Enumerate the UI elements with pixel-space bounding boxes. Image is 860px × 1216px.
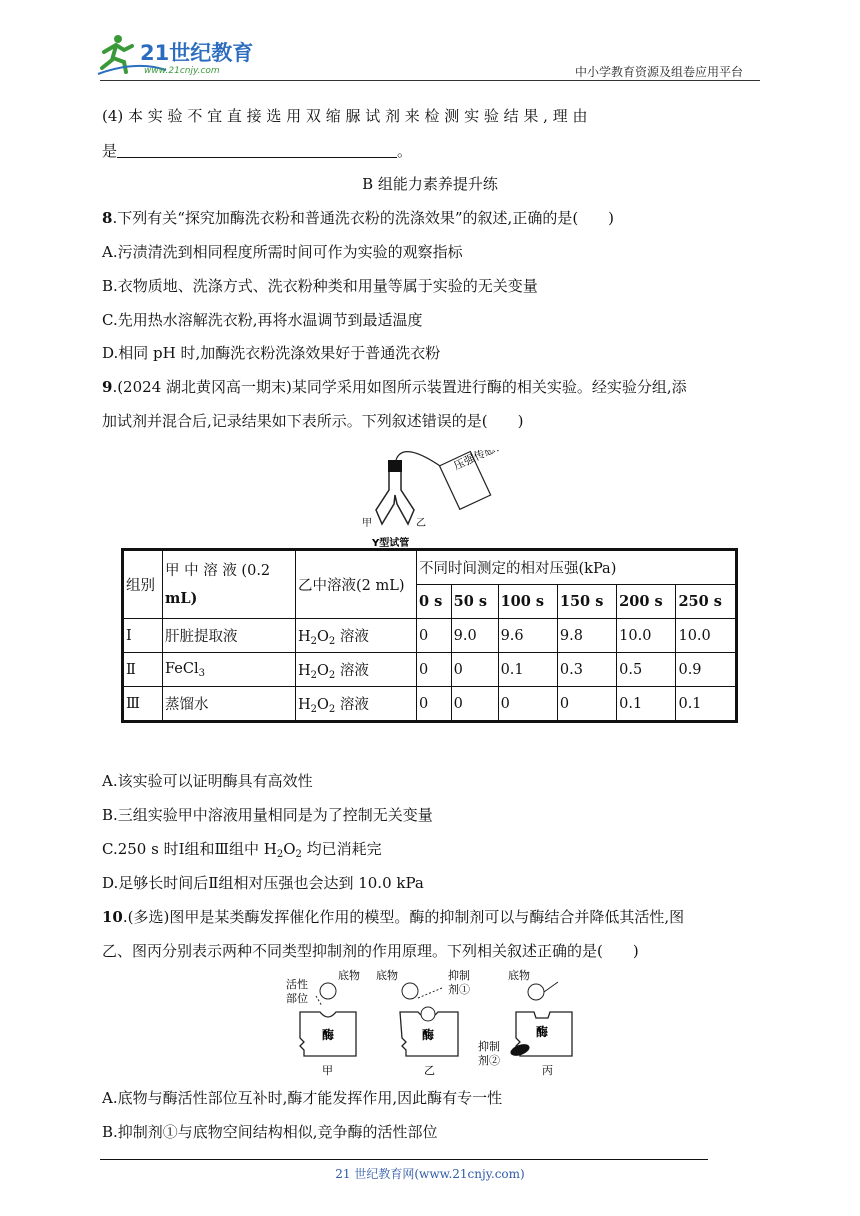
header-rule <box>100 80 760 81</box>
q9-option-d: D.足够长时间后Ⅱ组相对压强也会达到 10.0 kPa <box>102 874 424 892</box>
table-row: Ⅰ 肝脏提取液 $H_2O_2$ 溶液 0 9.0 9.6 9.8 10.0 10.0 <box>123 619 737 653</box>
q10-stem-line1: 10.(多选)图甲是某类酶发挥催化作用的模型。酶的抑制剂可以与酶结合并降低其活性,图 <box>102 908 685 926</box>
substrate-icon <box>528 984 544 1000</box>
pressure-table <box>121 548 738 723</box>
th-pressure: 不同时间测定的相对压强(kPa) <box>417 550 737 585</box>
enzyme-model-figure <box>282 966 582 1076</box>
site-name: 中小学教育资源及组卷应用平台 <box>575 65 744 79</box>
th-time-150: 150 s <box>557 585 616 619</box>
svg-text:底物: 底物 <box>338 969 360 982</box>
footer-rule <box>100 1159 708 1160</box>
q9-option-b: B.三组实验甲中溶液用量相同是为了控制无关变量 <box>102 806 433 824</box>
q10-option-b: B.抑制剂①与底物空间结构相似,竞争酶的活性部位 <box>102 1123 438 1141</box>
answer-blank[interactable] <box>117 143 397 158</box>
svg-text:剂②: 剂② <box>478 1054 500 1067</box>
q4-line1: (4) 本 实 验 不 宜 直 接 选 用 双 缩 脲 试 剂 来 检 测 实 验 结 果 , 理 由 <box>102 107 588 125</box>
q10-stem-line2: 乙、图丙分别表示两种不同类型抑制剂的作用原理。下列相关叙述正确的是( ) <box>102 942 639 960</box>
footer-text[interactable]: 21 世纪教育网(www.21cnjy.com) <box>335 1167 525 1181</box>
tube-label-yi: 乙 <box>416 518 426 529</box>
svg-text:底物: 底物 <box>508 969 530 982</box>
stopper-icon <box>388 460 402 472</box>
q9-option-a: A.该实验可以证明酶具有高效性 <box>102 772 313 790</box>
svg-text:抑制: 抑制 <box>448 969 470 982</box>
logo-url-text: www.21cnjy.com <box>144 66 220 76</box>
th-yi: 乙中溶液(2 mL) <box>296 550 417 619</box>
site-logo[interactable] <box>96 30 266 80</box>
svg-text:剂①: 剂① <box>448 983 470 996</box>
th-group: 组别 <box>123 550 163 619</box>
runner-logo-icon <box>96 30 266 80</box>
svg-text:抑制: 抑制 <box>478 1040 500 1053</box>
svg-text:底物: 底物 <box>376 969 398 982</box>
th-time-250: 250 s <box>676 585 737 619</box>
svg-text:甲: 甲 <box>322 1064 333 1076</box>
svg-text:丙: 丙 <box>542 1064 553 1076</box>
svg-text:酶: 酶 <box>322 1028 335 1042</box>
q8-option-b: B.衣物质地、洗涤方式、洗衣粉种类和用量等属于实验的无关变量 <box>102 277 538 295</box>
q10-option-a: A.底物与酶活性部位互补时,酶才能发挥作用,因此酶有专一性 <box>102 1089 503 1107</box>
table-row: Ⅲ 蒸馏水 $H_2O_2$ 溶液 0 0 0 0 0.1 0.1 <box>123 687 737 722</box>
q8-option-a: A.污渍清洗到相同程度所需时间可作为实验的观察指标 <box>102 243 463 261</box>
svg-text:酶: 酶 <box>422 1028 435 1042</box>
q8-option-d: D.相同 pH 时,加酶洗衣粉洗涤效果好于普通洗衣粉 <box>102 344 441 362</box>
q9-stem-line2: 加试剂并混合后,记录结果如下表所示。下列叙述错误的是( ) <box>102 412 524 430</box>
q4-line2: 是 。 <box>102 142 413 160</box>
th-time-50: 50 s <box>451 585 498 619</box>
table-row: Ⅱ FeCl$_3$ $H_2O_2$ 溶液 0 0 0.1 0.3 0.5 0.9 <box>123 653 737 687</box>
q9-stem-line1: 9.(2024 湖北黄冈高一期末)某同学采用如图所示装置进行酶的相关实验。经实验分组,添 <box>102 378 687 396</box>
q8-option-c: C.先用热水溶解洗衣粉,再将水温调节到最适温度 <box>102 311 423 329</box>
substrate-icon <box>402 983 418 999</box>
th-time-100: 100 s <box>498 585 557 619</box>
svg-text:酶: 酶 <box>536 1025 549 1039</box>
th-time-0: 0 s <box>417 585 452 619</box>
tube-label-jia: 甲 <box>362 518 372 529</box>
y-tube-figure <box>358 450 508 550</box>
section-title: B 组能力素养提升练 <box>362 175 498 193</box>
th-jia: 甲 中 溶 液 (0.2 mL) <box>163 550 296 619</box>
sensor-label: 压强传感器 <box>451 450 508 473</box>
inhibitor1-icon <box>421 1007 435 1021</box>
q9-option-c: C.250 s 时Ⅰ组和Ⅲ组中 $H_2O_2$ 均已消耗完 <box>102 840 382 860</box>
figure-caption: Y型试管 <box>372 538 410 549</box>
q8-stem: 8.下列有关“探究加酶洗衣粉和普通洗衣粉的洗涤效果”的叙述,正确的是( ) <box>102 209 615 227</box>
svg-text:部位: 部位 <box>286 992 308 1005</box>
th-time-200: 200 s <box>617 585 676 619</box>
substrate-icon <box>320 983 336 999</box>
logo-text: 21世纪教育 <box>140 41 254 65</box>
svg-text:活性: 活性 <box>286 978 308 991</box>
svg-text:乙: 乙 <box>424 1064 435 1076</box>
